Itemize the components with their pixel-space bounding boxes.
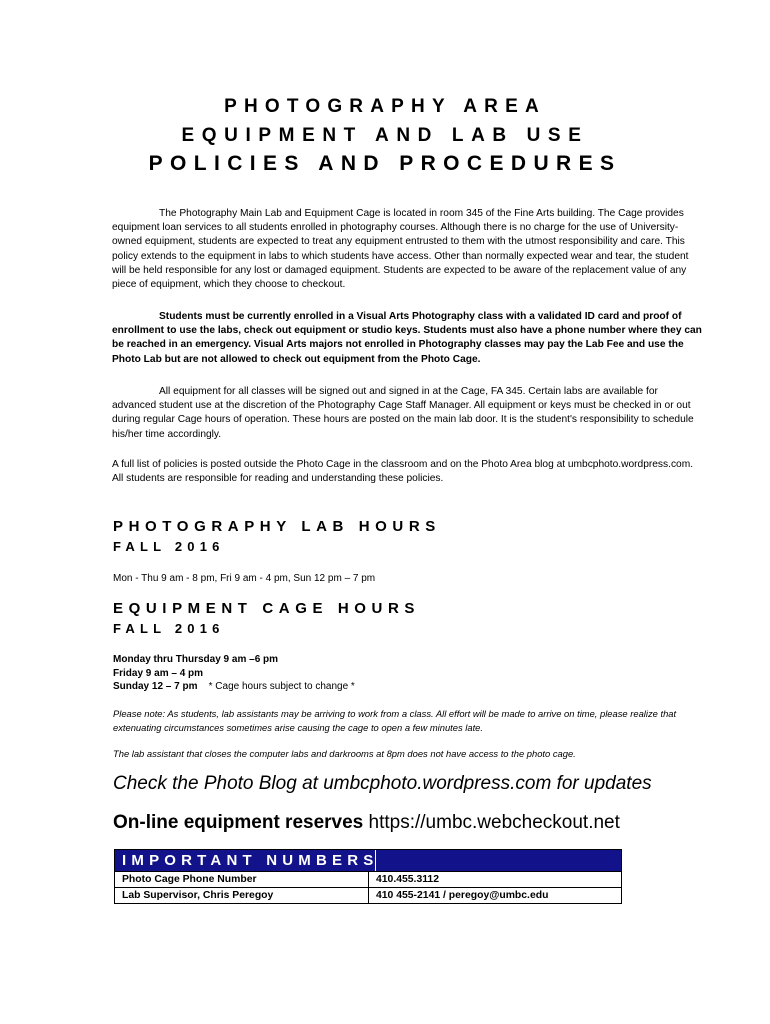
cage-hours-list: [113, 653, 355, 694]
cage-hours-friday: Friday 9 am – 4 pm: [113, 667, 204, 679]
intro-paragraph-2-text: Students must be currently enrolled in a Visual Arts Photography class with a validated ID card and proof of enrollment to use the labs, check out equipment or studio keys. Students must also have a phone number where they can be reached in an emergency. Visual Arts majors not enrolled in Photography classes may pay the Lab Fee and use the Photo Lab but are not allowed to check out equipment from the Photo Cage.: [112, 311, 702, 365]
intro-paragraph-1: [112, 207, 702, 292]
row-value: 410 455-2141 / peregoy@umbc.edu: [376, 890, 549, 901]
important-numbers-header-blank: [375, 850, 621, 871]
row-label: Photo Cage Phone Number: [115, 872, 369, 887]
cage-hours-heading: EQUIPMENT CAGE HOURS: [113, 600, 421, 617]
reserves-label: On-line equipment reserves: [113, 812, 364, 833]
table-row: [115, 871, 621, 887]
closing-note: The lab assistant that closes the computer labs and darkrooms at 8pm does not have access to the photo cage.: [113, 748, 576, 759]
table-row: [115, 887, 621, 903]
lab-assistant-note: Please note: As students, lab assistants may be arriving to work from a class. All effort will be made to arrive on time, please realize that extenuating circumstances sometimes arise causing the cage to open a few minutes late.: [113, 708, 677, 733]
intro-paragraph-1-text: The Photography Main Lab and Equipment Cage is located in room 345 of the Fine Arts building. The Cage provides equipment loan services to all students enrolled in photography courses. Although there is no charge for the use of University-owned equipment, students are expected to treat any equipment entrusted to them with the utmost responsibility and care. This policy extends to the equipment in labs to which students have access. Other than normally expected wear and tear, the student will be held responsible for any lost or damaged equipment. Students are expected to be aware of the replacement value of any piece of equipment, which they choose to checkout.: [112, 208, 689, 291]
important-numbers-header: [115, 850, 621, 871]
reserves-line: [113, 812, 620, 834]
lab-hours-text: Mon - Thu 9 am - 8 pm, Fri 9 am - 4 pm, Sun 12 pm – 7 pm: [113, 573, 376, 584]
blog-line: Check the Photo Blog at umbcphoto.wordpress.com for updates: [113, 773, 652, 794]
reserves-url[interactable]: https://umbc.webcheckout.net: [368, 812, 620, 833]
cage-hours-sunday: Sunday 12 – 7 pm: [113, 681, 198, 692]
lab-hours-term: FALL 2016: [113, 539, 225, 554]
cage-hours-weekday: Monday thru Thursday 9 am –6 pm: [113, 654, 279, 665]
cage-hours-term: FALL 2016: [113, 621, 225, 636]
row-value: 410.455.3112: [376, 874, 439, 885]
title-line-1: PHOTOGRAPHY AREA: [224, 96, 546, 117]
intro-paragraph-3: [112, 385, 702, 442]
cage-hours-change-note: * Cage hours subject to change *: [208, 681, 355, 692]
title-line-3: POLICIES AND PROCEDURES: [148, 152, 622, 175]
lab-hours-heading: PHOTOGRAPHY LAB HOURS: [113, 518, 441, 535]
title-line-2: EQUIPMENT AND LAB USE: [181, 125, 589, 146]
important-numbers-table: [114, 849, 622, 904]
intro-paragraph-2: [112, 310, 702, 367]
important-numbers-heading: IMPORTANT NUMBERS: [122, 852, 379, 869]
intro-paragraph-3-text: All equipment for all classes will be signed out and signed in at the Cage, FA 345. Certain labs are available for advanced student use at the discretion of the Photography Cage Staff Manager. All equipment or keys must be checked in or out during regular Cage hours of operation. These hours are posted on the main lab door. It is the student's responsibility to schedule his/her time accordingly.: [112, 386, 694, 440]
intro-paragraph-4: A full list of policies is posted outside the Photo Cage in the classroom and on the Photo Area blog at umbcphoto.wordpress.com. All students are responsible for reading and understanding these policies.: [112, 459, 694, 485]
cage-hours-sunday-row: [113, 680, 355, 694]
row-label: Lab Supervisor, Chris Peregoy: [115, 888, 369, 903]
